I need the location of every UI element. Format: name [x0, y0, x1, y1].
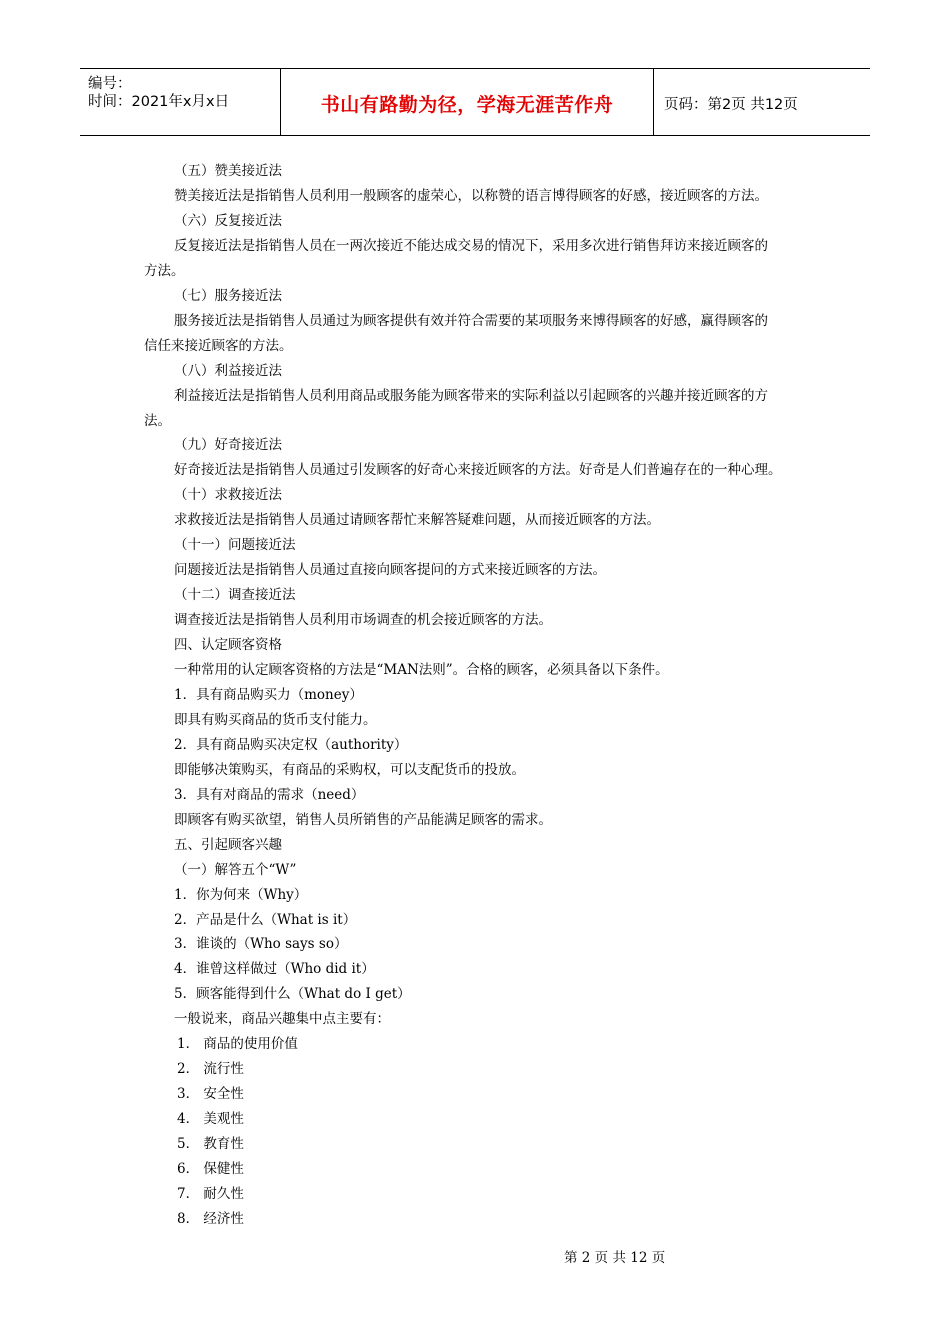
body-line: 利益接近法是指销售人员利用商品或服务能为顾客带来的实际利益以引起顾客的兴趣并接近顾客的方	[174, 388, 768, 404]
body-line: 1．你为何来（Why）	[174, 887, 308, 903]
document-date: 时间：2021年x月x日	[88, 94, 230, 110]
header-meta	[80, 69, 281, 135]
page-header	[80, 68, 870, 136]
body-line: （十）求救接近法	[174, 487, 282, 503]
body-line: （一）解答五个“W”	[174, 862, 297, 878]
body-line: 服务接近法是指销售人员通过为顾客提供有效并符合需要的某项服务来博得顾客的好感，赢得顾客的	[174, 313, 768, 329]
body-line: 信任来接近顾客的方法。	[144, 338, 293, 354]
body-line: 即能够决策购买，有商品的采购权，可以支配货币的投放。	[174, 762, 525, 778]
body-line: 一种常用的认定顾客资格的方法是“MAN法则”。合格的顾客，必须具备以下条件。	[174, 662, 669, 678]
body-line: 7． 耐久性	[177, 1186, 244, 1202]
header-page-info: 页码：第2页 共12页	[664, 97, 798, 113]
body-line: 赞美接近法是指销售人员利用一般顾客的虚荣心，以称赞的语言博得顾客的好感，接近顾客的方法。	[174, 188, 768, 204]
body-line: 3．谁谈的（Who says so）	[174, 936, 348, 952]
body-line: 3．具有对商品的需求（need）	[174, 787, 365, 803]
body-line: 法。	[144, 413, 171, 429]
body-line: （十一）问题接近法	[174, 537, 296, 553]
body-line: 2．具有商品购买决定权（authority）	[174, 737, 408, 753]
body-line: （六）反复接近法	[174, 213, 282, 229]
body-line: 问题接近法是指销售人员通过直接向顾客提问的方式来接近顾客的方法。	[174, 562, 606, 578]
body-line: 方法。	[144, 263, 185, 279]
body-line: 2．产品是什么（What is it）	[174, 912, 357, 928]
body-line: 6． 保健性	[177, 1161, 244, 1177]
body-line: （九）好奇接近法	[174, 437, 282, 453]
body-line: 即具有购买商品的货币支付能力。	[174, 712, 377, 728]
body-line: （十二）调查接近法	[174, 587, 296, 603]
body-line: 五、引起顾客兴趣	[174, 837, 282, 853]
body-line: 5． 教育性	[177, 1136, 244, 1152]
body-line: （七）服务接近法	[174, 288, 282, 304]
body-line: （五）赞美接近法	[174, 163, 282, 179]
header-motto: 书山有路勤为径，学海无涯苦作舟	[320, 94, 614, 116]
body-line: 好奇接近法是指销售人员通过引发顾客的好奇心来接近顾客的方法。好奇是人们普遍存在的一种心理。	[174, 462, 782, 478]
body-line: 8． 经济性	[177, 1211, 244, 1227]
body-line: 1．具有商品购买力（money）	[174, 687, 363, 703]
page-footer: 第 2 页 共 12 页	[564, 1250, 666, 1266]
body-line: 一般说来，商品兴趣集中点主要有：	[174, 1011, 390, 1027]
body-line: 5．顾客能得到什么（What do I get）	[174, 986, 411, 1002]
header-motto-cell	[281, 69, 654, 135]
body-line: 反复接近法是指销售人员在一两次接近不能达成交易的情况下，采用多次进行销售拜访来接近顾客的	[174, 238, 768, 254]
body-line: 3． 安全性	[177, 1086, 244, 1102]
body-line: 调查接近法是指销售人员利用市场调查的机会接近顾客的方法。	[174, 612, 552, 628]
body-line: 四、认定顾客资格	[174, 637, 282, 653]
body-line: 即顾客有购买欲望，销售人员所销售的产品能满足顾客的需求。	[174, 812, 552, 828]
body-line: 4．谁曾这样做过（Who did it）	[174, 961, 375, 977]
body-line: （八）利益接近法	[174, 363, 282, 379]
body-line: 2． 流行性	[177, 1061, 244, 1077]
body-line: 4． 美观性	[177, 1111, 244, 1127]
body-line: 求救接近法是指销售人员通过请顾客帮忙来解答疑难问题，从而接近顾客的方法。	[174, 512, 660, 528]
document-number-label: 编号：	[88, 76, 132, 92]
body-line: 1． 商品的使用价值	[177, 1036, 298, 1052]
